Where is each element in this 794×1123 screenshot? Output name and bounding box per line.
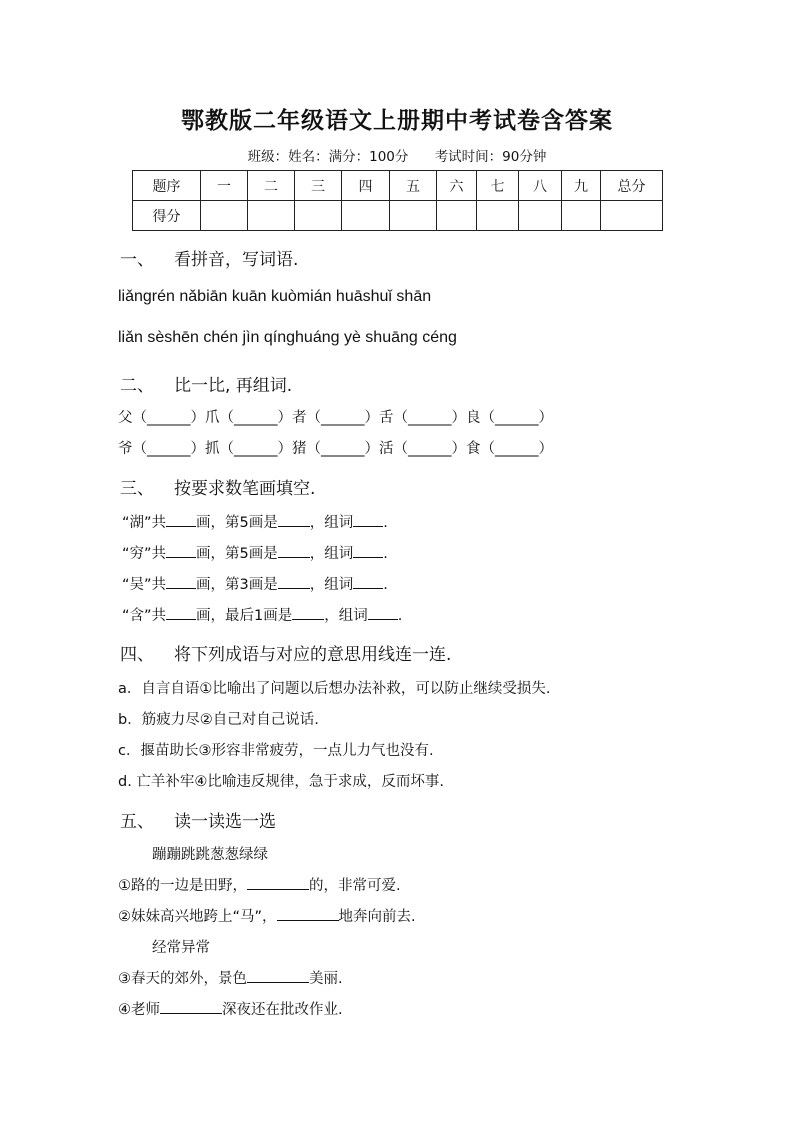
exam-info — [0, 145, 794, 165]
header-cell: 四 — [342, 171, 390, 201]
word-choices-2: 经常异常 — [152, 940, 210, 956]
section-title: 看拼音，写词语. — [174, 250, 299, 270]
score-cell[interactable] — [562, 201, 601, 231]
pinyin-line-2: liǎn sèshēn chén jìn qínghuáng yè shuāng céng — [118, 329, 457, 346]
score-row-label: 得分 — [133, 201, 201, 231]
idiom-item: d. 亡羊补牢④比喻违反规律，急于求成，反而坏事. — [118, 774, 445, 790]
header-cell: 总分 — [601, 171, 663, 201]
header-cell: 八 — [519, 171, 562, 201]
section-title: 将下列成语与对应的意思用线连一连. — [174, 645, 452, 665]
fill-question-1: ①路的一边是田野， 的，非常可爱. — [118, 874, 401, 895]
answer-blank[interactable] — [166, 605, 196, 620]
idiom-item: a．自言自语①比喻出了问题以后想办法补救，可以防止继续受损失. — [118, 681, 551, 697]
answer-blank[interactable] — [247, 968, 309, 983]
section-number: 五、 — [120, 812, 154, 832]
section-number: 一、 — [120, 250, 154, 270]
stroke-question: “穷”共 画，第5画是 ，组词 . — [122, 542, 388, 563]
section-title: 按要求数笔画填空. — [174, 479, 316, 499]
answer-blank[interactable] — [277, 906, 339, 921]
score-cell[interactable] — [295, 201, 342, 231]
score-cell[interactable] — [437, 201, 477, 231]
header-cell: 七 — [477, 171, 519, 201]
page-title: 鄂教版二年级语文上册期中考试卷含答案 — [181, 107, 613, 134]
section-number: 四、 — [120, 645, 154, 665]
idiom-item: b．筋疲力尽②自己对自己说话. — [118, 712, 319, 728]
header-cell: 题序 — [133, 171, 201, 201]
pinyin-line-1: liǎngrén nǎbiān kuān kuòmián huāshuǐ shān — [118, 288, 432, 305]
answer-blank[interactable] — [278, 543, 310, 558]
answer-blank[interactable] — [353, 543, 383, 558]
score-cell[interactable] — [477, 201, 519, 231]
exam-time: 考试时间：90分钟 — [434, 149, 547, 165]
answer-blank[interactable] — [166, 512, 196, 527]
section-number: 二、 — [120, 376, 154, 396]
score-cell[interactable] — [601, 201, 663, 231]
score-table-header-row — [133, 171, 663, 201]
compare-row-2: 爷（______）抓（______）猪（______）活（______）食（______） — [118, 441, 553, 457]
stroke-question: “湖”共 画，第5画是 ，组词 . — [122, 511, 388, 532]
word-choices-1: 蹦蹦跳跳葱葱绿绿 — [152, 847, 268, 863]
answer-blank[interactable] — [353, 512, 383, 527]
answer-blank[interactable] — [166, 543, 196, 558]
header-cell: 二 — [248, 171, 295, 201]
answer-blank[interactable] — [278, 512, 310, 527]
class-name-score: 班级：姓名：满分：100分 — [247, 149, 409, 165]
header-cell: 九 — [562, 171, 601, 201]
score-cell[interactable] — [519, 201, 562, 231]
header-cell: 六 — [437, 171, 477, 201]
answer-blank[interactable] — [278, 574, 310, 589]
section-1-heading — [120, 245, 298, 270]
answer-blank[interactable] — [247, 875, 309, 890]
answer-blank[interactable] — [353, 574, 383, 589]
idiom-item: c．揠苗助长③形容非常疲劳，一点儿力气也没有. — [118, 743, 434, 759]
score-cell[interactable] — [390, 201, 437, 231]
score-cell[interactable] — [248, 201, 295, 231]
header-cell: 一 — [201, 171, 248, 201]
stroke-question: “吴”共 画，第3画是 ，组词 . — [122, 573, 388, 594]
score-cell[interactable] — [201, 201, 248, 231]
compare-row-1: 父（______）爪（______）者（______）舌（______）良（______） — [118, 410, 553, 426]
section-title: 读一读选一选 — [174, 812, 276, 832]
section-4-heading — [120, 640, 451, 665]
fill-question-2: ②妹妹高兴地跨上“马”， 地奔向前去. — [118, 905, 416, 926]
section-title: 比一比, 再组词. — [174, 376, 293, 396]
fill-question-3: ③春天的郊外，景色 美丽. — [118, 967, 343, 988]
stroke-question: “含”共 画，最后1画是 ，组词 . — [122, 604, 402, 625]
section-3-heading — [120, 474, 315, 499]
answer-blank[interactable] — [292, 605, 324, 620]
section-2-heading — [120, 371, 292, 396]
answer-blank[interactable] — [368, 605, 398, 620]
header-cell: 三 — [295, 171, 342, 201]
score-table-score-row — [133, 201, 663, 231]
answer-blank[interactable] — [160, 999, 222, 1014]
fill-question-4: ④老师 深夜还在批改作业. — [118, 998, 343, 1019]
score-cell[interactable] — [342, 201, 390, 231]
header-cell: 五 — [390, 171, 437, 201]
score-table — [132, 170, 663, 231]
answer-blank[interactable] — [166, 574, 196, 589]
section-number: 三、 — [120, 479, 154, 499]
section-5-heading — [120, 807, 276, 832]
